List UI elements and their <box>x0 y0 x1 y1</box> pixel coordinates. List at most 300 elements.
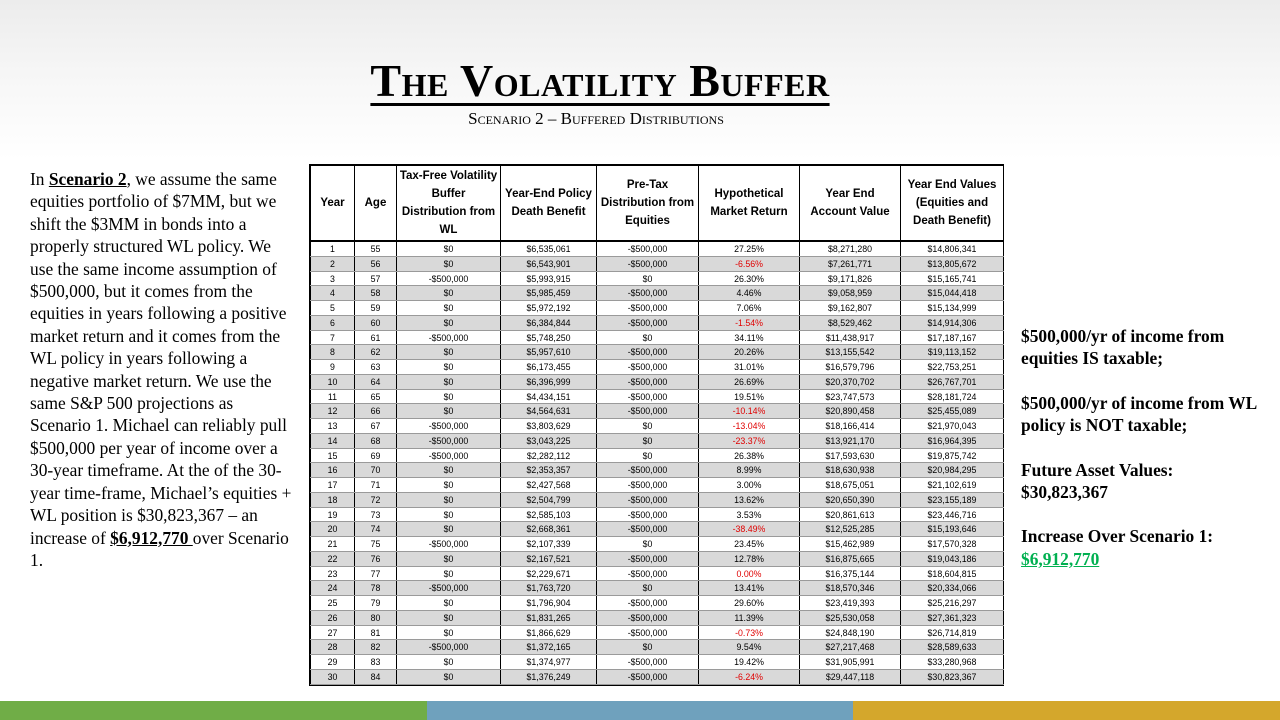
table-row <box>311 271 1004 286</box>
table-cell: 26.69% <box>699 374 800 389</box>
table-cell: 20 <box>311 522 355 537</box>
table-cell: $25,530,058 <box>800 610 901 625</box>
table-cell: -$500,000 <box>597 478 699 493</box>
table-cell: 5 <box>311 301 355 316</box>
desc-text-2: , we assume the same equities portfolio of $7MM, but we shift the $3MM in bonds into a properly structured WL policy. We use the same income assumption of $500,000, but it comes from the equities in years following a positive market return and it comes from the WL policy in years following a negative market return. We use the same S&P 500 projections as Scenario 1. Michael can reliably pull $500,000 per year of income over a 30-year timeframe. At the of the 30-year time-frame, Michael’s equities + WL position is $30,823,367 – an increase of <box>30 169 292 548</box>
table-cell: 57 <box>355 271 397 286</box>
slide-title: The Volatility Buffer <box>370 55 830 106</box>
scenario-label: Scenario 2 <box>48 169 127 189</box>
table-cell: $26,714,819 <box>901 625 1004 640</box>
table-body <box>311 241 1004 685</box>
table-cell: $18,675,051 <box>800 478 901 493</box>
table-cell: 56 <box>355 256 397 271</box>
table-cell: $1,796,904 <box>501 596 597 611</box>
table-cell: -6.56% <box>699 256 800 271</box>
table-cell: $15,462,989 <box>800 537 901 552</box>
table-cell: $17,187,167 <box>901 330 1004 345</box>
col-header-account-value: Year End Account Value <box>800 166 901 242</box>
table-cell: 12 <box>311 404 355 419</box>
table-row <box>311 419 1004 434</box>
table-cell: $30,823,367 <box>901 669 1004 684</box>
table-row <box>311 478 1004 493</box>
table-cell: -$500,000 <box>397 448 501 463</box>
table-cell: 20.26% <box>699 345 800 360</box>
table-cell: 84 <box>355 669 397 684</box>
table-cell: -$500,000 <box>397 419 501 434</box>
table-cell: 13 <box>311 419 355 434</box>
table-cell: 28 <box>311 640 355 655</box>
table-cell: 61 <box>355 330 397 345</box>
table-cell: $20,861,613 <box>800 507 901 522</box>
table-cell: $20,984,295 <box>901 463 1004 478</box>
table-cell: 26.38% <box>699 448 800 463</box>
table-cell: 9.54% <box>699 640 800 655</box>
table-cell: 2 <box>311 256 355 271</box>
table-cell: $0 <box>397 596 501 611</box>
table-row <box>311 581 1004 596</box>
table-row <box>311 463 1004 478</box>
table-cell: 55 <box>355 241 397 256</box>
table-cell: $2,427,568 <box>501 478 597 493</box>
table-cell: 65 <box>355 389 397 404</box>
table-cell: 82 <box>355 640 397 655</box>
table-cell: $20,890,458 <box>800 404 901 419</box>
table-cell: -$500,000 <box>597 345 699 360</box>
table-cell: $0 <box>597 448 699 463</box>
table-cell: -$500,000 <box>397 330 501 345</box>
table-cell: 7.06% <box>699 301 800 316</box>
table-cell: $18,166,414 <box>800 419 901 434</box>
table-cell: $4,434,151 <box>501 389 597 404</box>
table-cell: $0 <box>397 345 501 360</box>
table-cell: 26.30% <box>699 271 800 286</box>
table-cell: $9,162,807 <box>800 301 901 316</box>
table-cell: $6,173,455 <box>501 360 597 375</box>
table-cell: 12.78% <box>699 551 800 566</box>
table-cell: -$500,000 <box>597 492 699 507</box>
table-row <box>311 433 1004 448</box>
table-cell: 22 <box>311 551 355 566</box>
footer-color-bar <box>0 701 1280 720</box>
table-cell: $28,589,633 <box>901 640 1004 655</box>
table-cell: $0 <box>397 360 501 375</box>
table-cell: 76 <box>355 551 397 566</box>
table-cell: -0.73% <box>699 625 800 640</box>
table-cell: -23.37% <box>699 433 800 448</box>
table-cell: $1,374,977 <box>501 655 597 670</box>
table-cell: -$500,000 <box>397 271 501 286</box>
table-row <box>311 566 1004 581</box>
col-header-year: Year <box>311 166 355 242</box>
table-cell: $20,370,702 <box>800 374 901 389</box>
table-row <box>311 286 1004 301</box>
table-cell: $19,113,152 <box>901 345 1004 360</box>
table-cell: $18,570,346 <box>800 581 901 596</box>
table-cell: 59 <box>355 301 397 316</box>
table-cell: 77 <box>355 566 397 581</box>
table-cell: $18,630,938 <box>800 463 901 478</box>
table-cell: $4,564,631 <box>501 404 597 419</box>
table-cell: $15,165,741 <box>901 271 1004 286</box>
table-cell: $2,504,799 <box>501 492 597 507</box>
table-cell: 13.41% <box>699 581 800 596</box>
table-cell: 4.46% <box>699 286 800 301</box>
table-cell: 23 <box>311 566 355 581</box>
increase-amount-inline: $6,912,770 <box>110 527 193 548</box>
table-cell: -$500,000 <box>597 610 699 625</box>
table-cell: $5,748,250 <box>501 330 597 345</box>
table-cell: 69 <box>355 448 397 463</box>
table-cell: $3,043,225 <box>501 433 597 448</box>
table-cell: $0 <box>597 271 699 286</box>
table-cell: 8 <box>311 345 355 360</box>
table-cell: $0 <box>597 330 699 345</box>
table-cell: $0 <box>397 507 501 522</box>
table-cell: -$500,000 <box>597 241 699 256</box>
table-cell: -$500,000 <box>597 389 699 404</box>
table-cell: 11.39% <box>699 610 800 625</box>
table-cell: $19,043,186 <box>901 551 1004 566</box>
table-cell: 8.99% <box>699 463 800 478</box>
table-row <box>311 448 1004 463</box>
table-cell: $0 <box>397 463 501 478</box>
table-cell: 21 <box>311 537 355 552</box>
table-cell: 80 <box>355 610 397 625</box>
table-cell: 63 <box>355 360 397 375</box>
table-cell: $5,972,192 <box>501 301 597 316</box>
table-cell: $8,271,280 <box>800 241 901 256</box>
table-row <box>311 374 1004 389</box>
table-row <box>311 315 1004 330</box>
table-cell: 70 <box>355 463 397 478</box>
table-cell: 78 <box>355 581 397 596</box>
table-cell: $1,763,720 <box>501 581 597 596</box>
table-row <box>311 596 1004 611</box>
table-row <box>311 507 1004 522</box>
table-cell: 19 <box>311 507 355 522</box>
table-row <box>311 610 1004 625</box>
table-cell: $0 <box>397 566 501 581</box>
table-cell: 29.60% <box>699 596 800 611</box>
table-cell: $26,767,701 <box>901 374 1004 389</box>
table-cell: 31.01% <box>699 360 800 375</box>
table-cell: $16,579,796 <box>800 360 901 375</box>
table-cell: $0 <box>397 241 501 256</box>
wl-nontaxable-note: $500,000/yr of income from WL policy is NOT taxable; <box>1021 392 1257 436</box>
table-row <box>311 625 1004 640</box>
table-cell: -1.54% <box>699 315 800 330</box>
table-cell: 64 <box>355 374 397 389</box>
table-cell: 30 <box>311 669 355 684</box>
table-cell: $21,970,043 <box>901 419 1004 434</box>
table-cell: $9,058,959 <box>800 286 901 301</box>
table-cell: $8,529,462 <box>800 315 901 330</box>
table-cell: -$500,000 <box>397 640 501 655</box>
table-cell: 6 <box>311 315 355 330</box>
table-cell: $22,753,251 <box>901 360 1004 375</box>
table-cell: 29 <box>311 655 355 670</box>
table-cell: -$500,000 <box>597 463 699 478</box>
table-cell: $0 <box>397 625 501 640</box>
table-cell: -$500,000 <box>397 537 501 552</box>
table-cell: $1,866,629 <box>501 625 597 640</box>
table-cell: $15,193,646 <box>901 522 1004 537</box>
table-row <box>311 241 1004 256</box>
footer-segment-gold <box>853 701 1280 720</box>
table-cell: $9,171,826 <box>800 271 901 286</box>
table-cell: -$500,000 <box>597 566 699 581</box>
table-cell: -$500,000 <box>597 404 699 419</box>
table-row <box>311 640 1004 655</box>
col-header-death-benefit: Year-End Policy Death Benefit <box>501 166 597 242</box>
col-header-age: Age <box>355 166 397 242</box>
desc-text-1: In <box>30 169 49 189</box>
table-cell: $2,229,671 <box>501 566 597 581</box>
table-cell: $18,604,815 <box>901 566 1004 581</box>
table-cell: $0 <box>397 286 501 301</box>
table-cell: $0 <box>597 419 699 434</box>
table-cell: $23,419,393 <box>800 596 901 611</box>
future-asset-values-label: Future Asset Values: <box>1021 459 1174 480</box>
table-cell: 17 <box>311 478 355 493</box>
table-cell: 14 <box>311 433 355 448</box>
table-cell: $0 <box>397 301 501 316</box>
table-row <box>311 389 1004 404</box>
table-row <box>311 537 1004 552</box>
increase-amount: $6,912,770 <box>1021 548 1100 569</box>
table-cell: $0 <box>397 256 501 271</box>
table-cell: -$500,000 <box>597 374 699 389</box>
table-cell: -$500,000 <box>597 551 699 566</box>
table-cell: -38.49% <box>699 522 800 537</box>
table-cell: 58 <box>355 286 397 301</box>
table-cell: $0 <box>397 404 501 419</box>
table-cell: $0 <box>397 389 501 404</box>
table-cell: $13,155,542 <box>800 345 901 360</box>
table-cell: -6.24% <box>699 669 800 684</box>
table-cell: -$500,000 <box>597 256 699 271</box>
table-cell: $15,044,418 <box>901 286 1004 301</box>
table-cell: 67 <box>355 419 397 434</box>
table-cell: 25 <box>311 596 355 611</box>
table-cell: $0 <box>597 640 699 655</box>
table-cell: $6,543,901 <box>501 256 597 271</box>
table-cell: $3,803,629 <box>501 419 597 434</box>
table-cell: 3.00% <box>699 478 800 493</box>
table-cell: 74 <box>355 522 397 537</box>
table-cell: $24,848,190 <box>800 625 901 640</box>
table-cell: 73 <box>355 507 397 522</box>
table-cell: 4 <box>311 286 355 301</box>
table-cell: 3.53% <box>699 507 800 522</box>
table-header-row <box>311 166 1004 242</box>
table-cell: 75 <box>355 537 397 552</box>
increase-over-scenario-1 <box>1021 525 1271 570</box>
table-cell: $6,535,061 <box>501 241 597 256</box>
table-row <box>311 655 1004 670</box>
table-cell: $31,905,991 <box>800 655 901 670</box>
table-cell: $33,280,968 <box>901 655 1004 670</box>
table-cell: 62 <box>355 345 397 360</box>
table-cell: 71 <box>355 478 397 493</box>
table-cell: $1,831,265 <box>501 610 597 625</box>
table-cell: $14,806,341 <box>901 241 1004 256</box>
table-row <box>311 345 1004 360</box>
table-cell: $0 <box>397 551 501 566</box>
table-cell: $21,102,619 <box>901 478 1004 493</box>
table-cell: 13.62% <box>699 492 800 507</box>
table-cell: -$500,000 <box>597 596 699 611</box>
table-cell: -$500,000 <box>597 669 699 684</box>
table-cell: $27,361,323 <box>901 610 1004 625</box>
table-cell: $2,107,339 <box>501 537 597 552</box>
table-row <box>311 360 1004 375</box>
table-row <box>311 256 1004 271</box>
table-cell: 66 <box>355 404 397 419</box>
table-cell: $16,964,395 <box>901 433 1004 448</box>
table-cell: $16,375,144 <box>800 566 901 581</box>
table-cell: $0 <box>597 581 699 596</box>
table-cell: $14,914,306 <box>901 315 1004 330</box>
table-cell: $20,334,066 <box>901 581 1004 596</box>
footer-segment-green <box>0 701 427 720</box>
table-cell: $5,957,610 <box>501 345 597 360</box>
table-cell: 81 <box>355 625 397 640</box>
table-cell: -$500,000 <box>597 522 699 537</box>
summary-panel <box>1021 325 1271 592</box>
table-cell: 19.51% <box>699 389 800 404</box>
table-row <box>311 522 1004 537</box>
table-cell: $16,875,665 <box>800 551 901 566</box>
table-cell: -$500,000 <box>397 433 501 448</box>
table-cell: -13.04% <box>699 419 800 434</box>
table-cell: 16 <box>311 463 355 478</box>
table-cell: 68 <box>355 433 397 448</box>
table-cell: $15,134,999 <box>901 301 1004 316</box>
col-header-market-return: Hypothetical Market Return <box>699 166 800 242</box>
table-cell: 9 <box>311 360 355 375</box>
table-cell: 72 <box>355 492 397 507</box>
table-cell: $17,593,630 <box>800 448 901 463</box>
table-cell: $0 <box>397 669 501 684</box>
table-row <box>311 301 1004 316</box>
table-cell: 11 <box>311 389 355 404</box>
table-row <box>311 330 1004 345</box>
table-cell: $2,167,521 <box>501 551 597 566</box>
table-cell: -$500,000 <box>597 655 699 670</box>
scenario-description <box>30 168 292 571</box>
table-cell: -$500,000 <box>597 301 699 316</box>
desc-text-3: over Scenario 1. <box>30 527 289 570</box>
table-cell: $2,668,361 <box>501 522 597 537</box>
col-header-equities-distribution: Pre-Tax Distribution from Equities <box>597 166 699 242</box>
table-cell: $0 <box>397 655 501 670</box>
table-cell: $1,376,249 <box>501 669 597 684</box>
table-cell: $20,650,390 <box>800 492 901 507</box>
future-asset-values-amount: $30,823,367 <box>1021 482 1108 503</box>
table-cell: 18 <box>311 492 355 507</box>
col-header-wl-distribution: Tax-Free Volatility Buffer Distribution from WL <box>397 166 501 242</box>
table-cell: $6,396,999 <box>501 374 597 389</box>
table-cell: 27.25% <box>699 241 800 256</box>
equities-taxable-note: $500,000/yr of income from equities IS taxable; <box>1021 326 1225 369</box>
table-cell: $0 <box>597 433 699 448</box>
table-cell: $25,216,297 <box>901 596 1004 611</box>
table-cell: 27 <box>311 625 355 640</box>
table-cell: -$500,000 <box>597 360 699 375</box>
table-cell: $13,805,672 <box>901 256 1004 271</box>
table-cell: $23,747,573 <box>800 389 901 404</box>
future-asset-values <box>1021 459 1271 504</box>
table-cell: $1,372,165 <box>501 640 597 655</box>
table-cell: 83 <box>355 655 397 670</box>
table-cell: 3 <box>311 271 355 286</box>
table-row <box>311 492 1004 507</box>
table-cell: $7,261,771 <box>800 256 901 271</box>
table-cell: $12,525,285 <box>800 522 901 537</box>
table-cell: $11,438,917 <box>800 330 901 345</box>
table-cell: 7 <box>311 330 355 345</box>
table-cell: $25,455,089 <box>901 404 1004 419</box>
table-cell: 60 <box>355 315 397 330</box>
table-cell: $0 <box>397 522 501 537</box>
projection-table <box>310 165 1004 685</box>
table-cell: $2,353,357 <box>501 463 597 478</box>
table-cell: $5,993,915 <box>501 271 597 286</box>
table-cell: $23,155,189 <box>901 492 1004 507</box>
table-cell: -$500,000 <box>597 286 699 301</box>
table-cell: $6,384,844 <box>501 315 597 330</box>
table-cell: $0 <box>597 537 699 552</box>
table-cell: $19,875,742 <box>901 448 1004 463</box>
table-row <box>311 551 1004 566</box>
table-cell: 23.45% <box>699 537 800 552</box>
table-cell: -10.14% <box>699 404 800 419</box>
table-cell: $13,921,170 <box>800 433 901 448</box>
footer-segment-blue <box>427 701 853 720</box>
projection-table-container <box>309 164 1004 686</box>
col-header-year-end-values: Year End Values (Equities and Death Benefit) <box>901 166 1004 242</box>
table-cell: $17,570,328 <box>901 537 1004 552</box>
increase-label: Increase Over Scenario 1: <box>1021 526 1214 547</box>
table-cell: 0.00% <box>699 566 800 581</box>
table-cell: 15 <box>311 448 355 463</box>
table-cell: $27,217,468 <box>800 640 901 655</box>
table-cell: $23,446,716 <box>901 507 1004 522</box>
slide-subtitle: Scenario 2 – Buffered Distributions <box>468 109 724 128</box>
table-cell: $0 <box>397 492 501 507</box>
table-cell: 26 <box>311 610 355 625</box>
table-cell: $28,181,724 <box>901 389 1004 404</box>
table-cell: -$500,000 <box>597 507 699 522</box>
table-cell: $2,585,103 <box>501 507 597 522</box>
table-cell: 34.11% <box>699 330 800 345</box>
table-row <box>311 669 1004 684</box>
table-cell: $0 <box>397 478 501 493</box>
table-cell: $0 <box>397 315 501 330</box>
table-cell: $0 <box>397 374 501 389</box>
table-cell: 79 <box>355 596 397 611</box>
table-cell: $5,985,459 <box>501 286 597 301</box>
table-cell: 1 <box>311 241 355 256</box>
table-cell: -$500,000 <box>597 625 699 640</box>
table-row <box>311 404 1004 419</box>
table-cell: 10 <box>311 374 355 389</box>
table-cell: $2,282,112 <box>501 448 597 463</box>
table-cell: -$500,000 <box>397 581 501 596</box>
table-cell: -$500,000 <box>597 315 699 330</box>
table-cell: 24 <box>311 581 355 596</box>
